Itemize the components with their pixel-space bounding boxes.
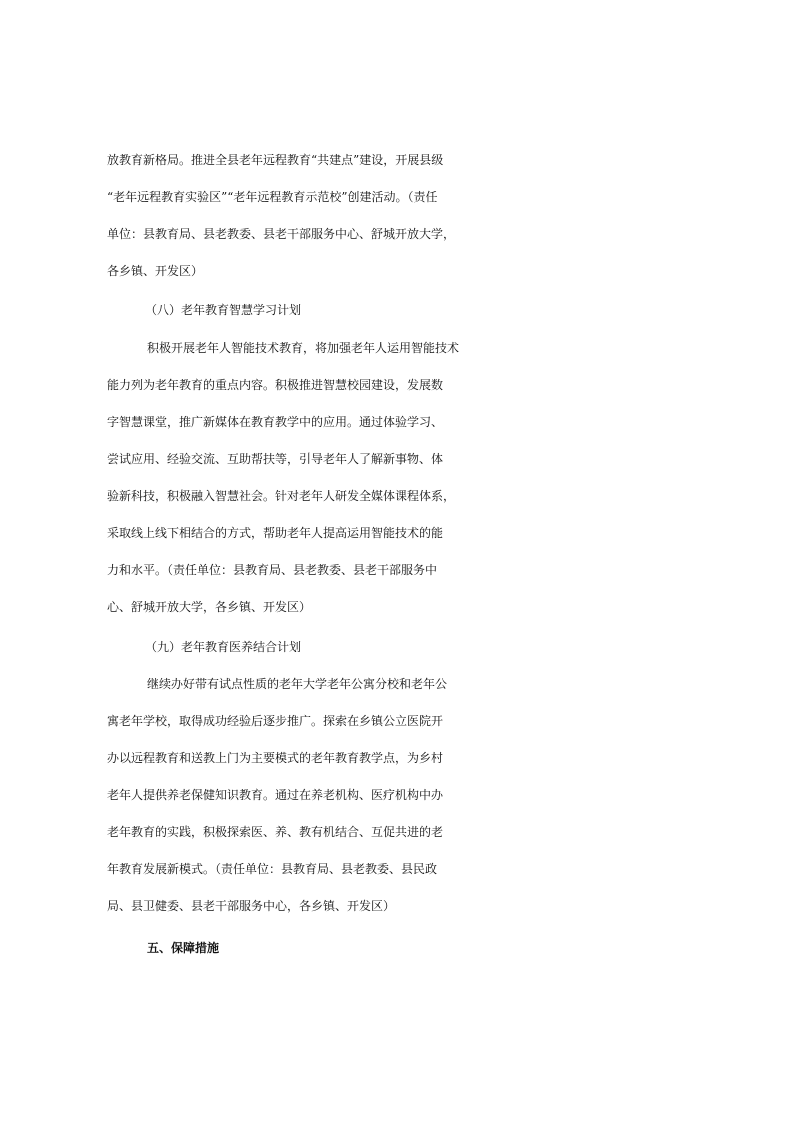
body-line-9: 尝试应用、经验交流、互助帮扶等，引导老年人了解新事物、体	[107, 452, 444, 466]
body-line-1: 放教育新格局。推进全县老年远程教育“共建点”建设，开展县级	[107, 153, 444, 167]
section-heading-5: 五、保障措施	[147, 941, 220, 955]
body-line-15: 继续办好带有试点性质的老年大学老年公寓分校和老年公	[147, 677, 448, 691]
section-heading-9: （九）老年教育医养结合计划	[145, 640, 302, 654]
body-line-12: 力和水平。（责任单位：县教育局、县老教委、县老干部服务中	[107, 563, 438, 577]
body-line-6: 积极开展老年人智能技术教育，将加强老年人运用智能技术	[147, 341, 460, 355]
body-line-3: 单位：县教育局、县老教委、县老干部服务中心、舒城开放大学，	[107, 227, 456, 241]
body-line-10: 验新科技，积极融入智慧社会。针对老年人研发全媒体课程体系，	[107, 489, 456, 503]
body-line-8: 字智慧课堂，推广新媒体在教育教学中的应用。通过体验学习、	[107, 415, 444, 429]
body-line-2: “老年远程教育实验区”“老年远程教育示范校”创建活动。（责任	[107, 190, 438, 204]
section-heading-8: （八）老年教育智慧学习计划	[145, 303, 302, 317]
body-line-21: 局、县卫健委、县老干部服务中心，各乡镇、开发区）	[107, 899, 396, 913]
body-line-11: 采取线上线下相结合的方式，帮助老年人提高运用智能技术的能	[107, 526, 444, 540]
body-line-19: 老年教育的实践，积极探索医、养、教有机结合、互促共进的老	[107, 825, 444, 839]
body-line-7: 能力列为老年教育的重点内容。积极推进智慧校园建设，发展数	[107, 378, 444, 392]
body-line-4: 各乡镇、开发区）	[107, 264, 204, 278]
body-line-13: 心、舒城开放大学，各乡镇、开发区）	[107, 600, 312, 614]
body-line-16: 寓老年学校，取得成功经验后逐步推广。探索在乡镇公立医院开	[107, 714, 444, 728]
body-line-20: 年教育发展新模式。（责任单位：县教育局、县老教委、县民政	[107, 862, 438, 876]
body-line-18: 老年人提供养老保健知识教育。通过在养老机构、医疗机构中办	[107, 788, 444, 802]
body-line-17: 办以远程教育和送教上门为主要模式的老年教育教学点，为乡村	[107, 751, 444, 765]
